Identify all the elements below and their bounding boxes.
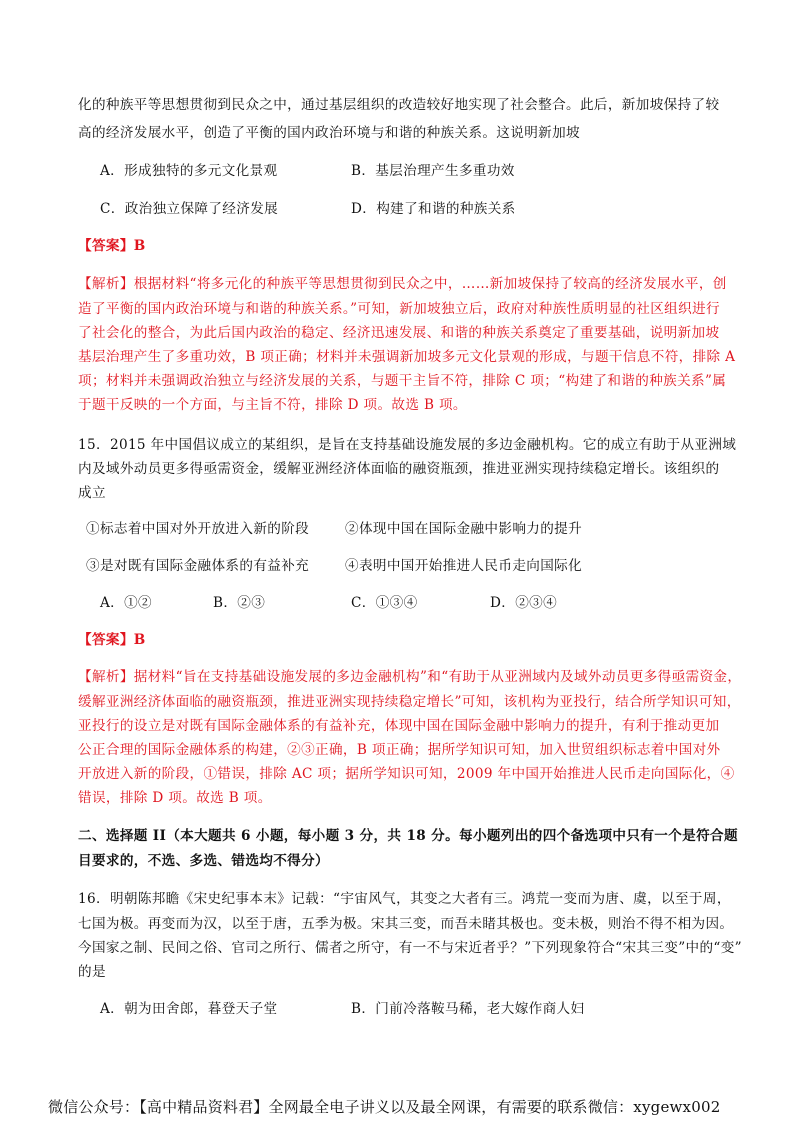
q16-option-a: A．朝为田舍郎，暮登天子堂 — [100, 1001, 278, 1017]
q15-option-a: A．①② — [100, 595, 152, 611]
q15-statement-1: ①标志着中国对外开放进入新的阶段 — [86, 521, 310, 537]
q14-analysis-line: 于题干反映的一个方面，与主旨不符，排除 D 项。故选 B 项。 — [78, 397, 467, 413]
q15-stem-line: 内及域外动员更多得亟需资金，缓解亚洲经济体面临的融资瓶颈，推进亚洲实现持续稳定增长。该组织的 — [78, 461, 720, 477]
q15-statement-3: ③是对既有国际金融体系的有益补充 — [86, 558, 310, 574]
q14-analysis-line: 了社会化的整合，为此后国内政治的稳定、经济迅速发展、和谐的种族关系奠定了重要基础，说明新加坡 — [78, 325, 720, 341]
q15-option-b: B．②③ — [213, 595, 266, 611]
q15-analysis-line: 公正合理的国际金融体系的构建，②③正确，B 项正确；据所学知识可知，加入世贸组织标志着中国对外 — [78, 742, 721, 758]
q14-analysis-line: 造了平衡的国内政治环境与和谐的种族关系。”可知，新加坡独立后，政府对种族性质明显的社区组织进行 — [78, 301, 720, 317]
q15-stem-line: 成立 — [78, 485, 106, 501]
q16-option-b: B．门前冷落鞍马稀，老大嫁作商人妇 — [351, 1001, 585, 1017]
q14-analysis-line: 【解析】根据材料“将多元化的种族平等思想贯彻到民众之中，……新加坡保持了较高的经济发展水平，创 — [78, 276, 727, 292]
q15-analysis-line: 开放进入新的阶段，①错误，排除 AC 项；据所学知识可知，2009 年中国开始推进人民币走向国际化，④ — [78, 766, 735, 782]
q15-answer: 【答案】B — [78, 632, 146, 648]
passage-line: 化的种族平等思想贯彻到民众之中，通过基层组织的改造较好地实现了社会整合。此后，新加坡保持了较 — [78, 97, 720, 113]
q14-option-b: B．基层治理产生多重功效 — [351, 163, 515, 179]
q16-stem-line: 的是 — [78, 964, 106, 980]
q15-analysis-line: 错误，排除 D 项。故选 B 项。 — [78, 790, 272, 806]
q14-analysis-line: 基层治理产生了多重功效，B 项正确；材料并未强调新加坡多元文化景观的形成，与题干信息不符，排除 A — [78, 349, 736, 365]
q16-stem-line: 今国家之制、民间之俗、官司之所行、儒者之所守，有一不与宋近者乎？”下列现象符合“宋其三变”中的“变” — [78, 940, 742, 956]
q14-option-a: A．形成独特的多元文化景观 — [100, 163, 278, 179]
q14-answer: 【答案】B — [78, 238, 146, 254]
q16-stem-line: 七国为极。再变而为汉，以至于唐，五季为极。宋其三变，而吾未睹其极也。变未极，则治不得不相为因。 — [78, 916, 734, 932]
q15-statement-2: ②体现中国在国际金融中影响力的提升 — [345, 521, 583, 537]
q15-option-d: D．②③④ — [490, 595, 558, 611]
q14-option-c: C．政治独立保障了经济发展 — [100, 201, 279, 217]
section-heading: 目要求的，不选、多选、错选均不得分） — [78, 853, 329, 869]
q14-option-d: D．构建了和谐的种族关系 — [351, 201, 516, 217]
q15-stem-line: 15．2015 年中国倡议成立的某组织，是旨在支持基础设施发展的多边金融机构。它的成立有助于从亚洲域 — [78, 437, 737, 453]
q15-analysis-line: 亚投行的设立是对既有国际金融体系的有益补充，体现中国在国际金融中影响力的提升，有利于推动更加 — [78, 718, 720, 734]
q16-stem-line: 16．明朝陈邦瞻《宋史纪事本末》记载：“宇宙风气，其变之大者有三。鸿荒一变而为唐、虞，以至于周， — [78, 891, 731, 907]
q15-analysis-line: 【解析】据材料“旨在支持基础设施发展的多边金融机构”和“有助于从亚洲域内及域外动员更多得亟需资金， — [78, 669, 742, 685]
q15-statement-4: ④表明中国开始推进人民币走向国际化 — [345, 558, 583, 574]
section-heading: 二、选择题 II（本大题共 6 小题，每小题 3 分，共 18 分。每小题列出的四个备选项中只有一个是符合题 — [78, 828, 738, 844]
passage-line: 高的经济发展水平，创造了平衡的国内政治环境与和谐的种族关系。这说明新加坡 — [78, 125, 580, 141]
q15-analysis-line: 缓解亚洲经济体面临的融资瓶颈，推进亚洲实现持续稳定增长”可知，该机构为亚投行，结合所学知识可知， — [78, 694, 741, 710]
q14-analysis-line: 项；材料并未强调政治独立与经济发展的关系，与题干主旨不符，排除 C 项；“构建了和谐的种族关系”属 — [78, 373, 727, 389]
footer-note: 微信公众号：【高中精品资料君】全网最全电子讲义以及最全网课，有需要的联系微信：xygewx002 — [48, 1098, 721, 1116]
q15-option-c: C．①③④ — [351, 595, 418, 611]
